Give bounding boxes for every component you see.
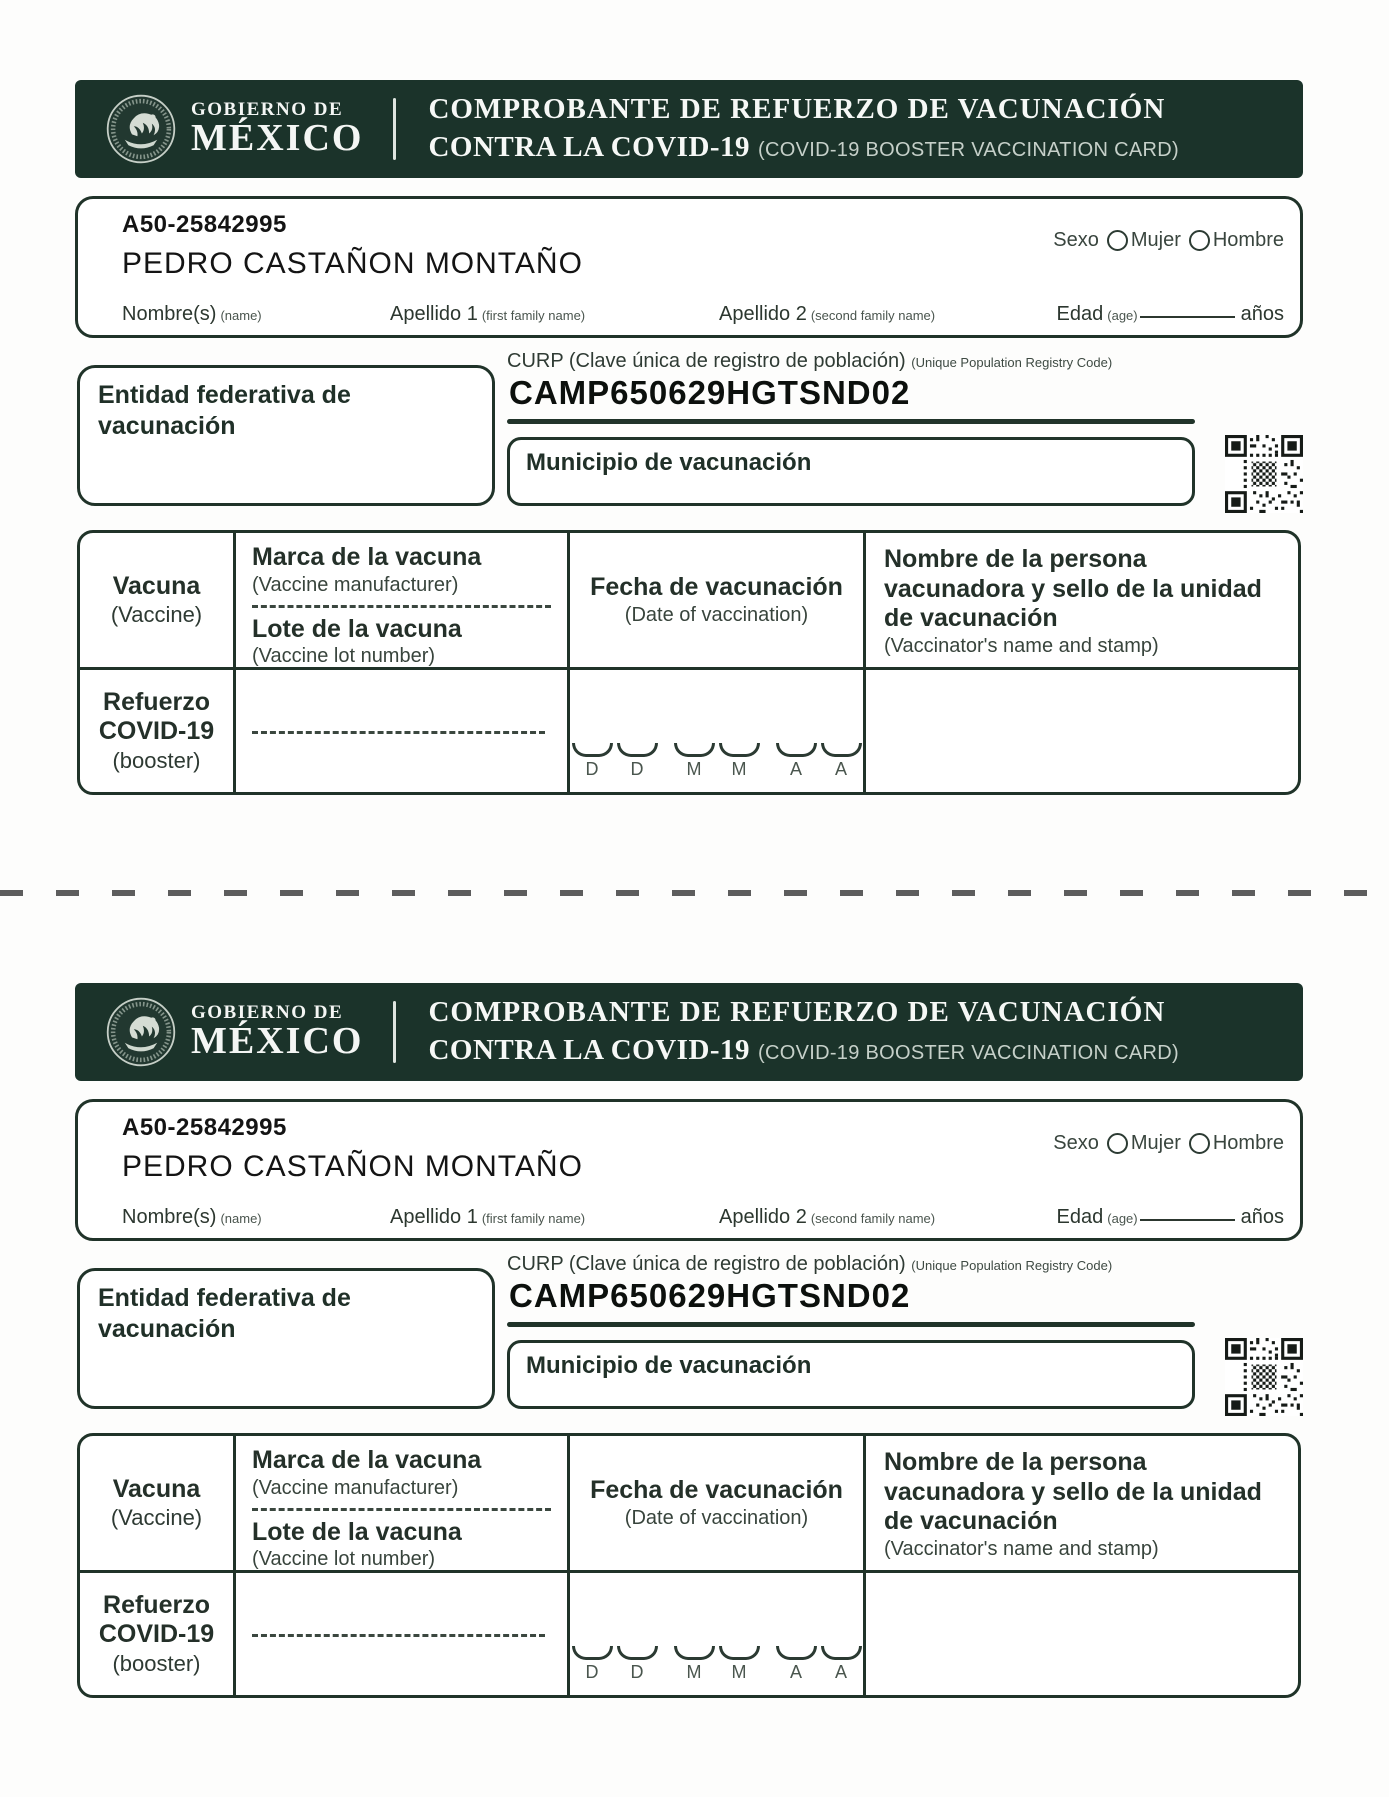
vacunadora-label: Nombre de la persona vacunadora y sello de la unidad de vacunación [884, 545, 1262, 632]
qr-code [1225, 435, 1303, 513]
booster-line1: Refuerzo [103, 687, 210, 716]
sexo-label: Sexo [1053, 1132, 1099, 1154]
date-letter: M [731, 759, 747, 779]
vacunadora-label-en: (Vaccinator's name and stamp) [884, 1537, 1159, 1560]
field-labels-row [78, 300, 1300, 326]
vaccination-table [77, 530, 1301, 795]
edad-label: Edad [1056, 303, 1104, 325]
header-fecha-cell [570, 533, 866, 670]
sexo-option-mujer-label: Mujer [1130, 1132, 1181, 1154]
marca-label: Marca de la vacuna [252, 543, 482, 571]
edad-blank[interactable] [1140, 302, 1235, 318]
apellido2-label-en: (second family name) [810, 308, 936, 323]
nombre-label-group [122, 1206, 262, 1229]
date-letter: M [686, 1662, 702, 1682]
logo-line-mexico: MÉXICO [191, 117, 364, 160]
identity-box [75, 196, 1303, 338]
vacuna-label: Vacuna [112, 571, 201, 600]
edad-field [1057, 1205, 1284, 1229]
header-divider [393, 98, 396, 160]
marca-label-en: (Vaccine manufacturer) [252, 1476, 459, 1499]
edad-label-en: (age) [1107, 1211, 1138, 1226]
fecha-entry-cell[interactable] [570, 670, 866, 792]
date-unit[interactable] [674, 743, 715, 780]
date-letter: A [789, 1662, 802, 1682]
municipio-box[interactable] [507, 437, 1195, 506]
curp-underline [507, 419, 1195, 424]
gobierno-mexico-seal-icon [105, 996, 177, 1068]
marca-lote-divider [252, 605, 551, 608]
header-marca-lote-cell [236, 1436, 570, 1573]
vaccination-table [77, 1433, 1301, 1698]
nombre-label: Nombre(s) [122, 303, 217, 325]
booster-line2: COVID-19 [98, 717, 215, 746]
apellido2-label-group [719, 1206, 935, 1229]
marca-label: Marca de la vacuna [252, 1446, 482, 1474]
entidad-label: Entidad federativa de vacunación [98, 1284, 351, 1344]
entidad-federativa-box[interactable] [77, 1268, 495, 1409]
title-line2-en: (COVID-19 BOOSTER VACCINATION CARD) [758, 1042, 1179, 1064]
gobierno-mexico-seal-icon [105, 93, 177, 165]
curp-label: CURP (Clave única de registro de población) [507, 350, 906, 372]
date-unit[interactable] [617, 743, 658, 780]
date-arc [617, 743, 658, 757]
fecha-label: Fecha de vacunación [590, 573, 843, 602]
date-unit[interactable] [572, 1646, 613, 1683]
municipio-label: Municipio de vacunación [526, 1352, 812, 1379]
vacuna-label: Vacuna [112, 1474, 201, 1503]
day-slot-group [572, 743, 658, 780]
year-slot-group [776, 1646, 862, 1683]
marca-lote-divider [252, 1508, 551, 1511]
lote-label-en: (Vaccine lot number) [252, 1548, 436, 1570]
patient-name: PEDRO CASTAÑON MONTAÑO [122, 1150, 583, 1183]
curp-label-en: (Unique Population Registry Code) [911, 355, 1113, 370]
sexo-option-hombre [1189, 1132, 1284, 1155]
entidad-label: Entidad federativa de vacunación [98, 381, 351, 441]
vacunadora-entry-cell[interactable] [866, 670, 1298, 792]
apellido1-label-group [390, 1206, 585, 1229]
logo-line-gobierno: GOBIERNO DE [191, 1001, 344, 1023]
title-line2-es: CONTRA LA COVID-19 [428, 1034, 751, 1066]
sexo-label: Sexo [1053, 229, 1099, 251]
header-vacunadora-cell [866, 533, 1298, 670]
date-slots [572, 743, 862, 780]
edad-label: Edad [1056, 1206, 1104, 1228]
date-unit[interactable] [776, 1646, 817, 1683]
municipio-box[interactable] [507, 1340, 1195, 1409]
vacuna-label-en: (Vaccine) [110, 1505, 203, 1530]
curp-underline [507, 1322, 1195, 1327]
apellido1-label-en: (first family name) [481, 1211, 586, 1226]
sexo-radio-hombre[interactable] [1189, 230, 1210, 251]
logo-line-gobierno: GOBIERNO DE [191, 98, 344, 120]
date-unit[interactable] [719, 743, 760, 780]
curp-label: CURP (Clave única de registro de población) [507, 1253, 906, 1275]
sexo-radio-hombre[interactable] [1189, 1133, 1210, 1154]
entry-divider [252, 731, 545, 734]
vacunadora-entry-cell[interactable] [866, 1573, 1298, 1695]
apellido1-label: Apellido 1 [390, 303, 478, 325]
header-divider [393, 1001, 396, 1063]
date-arc [821, 1646, 862, 1660]
sexo-option-hombre [1189, 229, 1284, 252]
marca-label-en: (Vaccine manufacturer) [252, 573, 459, 596]
date-letter: D [630, 759, 644, 779]
date-arc [674, 743, 715, 757]
sexo-radio-mujer[interactable] [1107, 230, 1128, 251]
edad-field [1057, 302, 1284, 326]
year-slot-group [776, 743, 862, 780]
booster-row-label-cell [80, 670, 236, 792]
nombre-label-en: (name) [220, 308, 262, 323]
lote-label-en: (Vaccine lot number) [252, 645, 436, 667]
sexo-option-mujer [1107, 229, 1181, 252]
card-title [428, 994, 1179, 1069]
vaccination-card-bottom [75, 983, 1303, 1699]
date-letter: A [834, 759, 847, 779]
booster-line2: COVID-19 [98, 1620, 215, 1649]
apellido2-label-en: (second family name) [810, 1211, 936, 1226]
sexo-option-hombre-label: Hombre [1212, 229, 1284, 251]
booster-line1: Refuerzo [103, 1590, 210, 1619]
edad-blank[interactable] [1140, 1205, 1235, 1221]
booster-line3: (booster) [112, 747, 201, 773]
vaccination-card-top [75, 80, 1303, 796]
sexo-option-hombre-label: Hombre [1212, 1132, 1284, 1154]
entry-divider [252, 1634, 545, 1637]
title-line1: COMPROBANTE DE REFUERZO DE VACUNACIÓN [428, 93, 1166, 126]
nombre-label-group [122, 303, 262, 326]
booster-row-label-cell [80, 1573, 236, 1695]
edad-units: años [1240, 303, 1284, 325]
month-slot-group [674, 1646, 760, 1683]
curp-label-group [507, 350, 1112, 373]
date-letter: D [585, 759, 599, 779]
fecha-label: Fecha de vacunación [590, 1476, 843, 1505]
qr-code [1225, 1338, 1303, 1416]
date-unit[interactable] [821, 743, 862, 780]
date-slots [572, 1646, 862, 1683]
date-arc [719, 743, 760, 757]
sexo-option-mujer-label: Mujer [1130, 229, 1181, 251]
title-line1: COMPROBANTE DE REFUERZO DE VACUNACIÓN [428, 996, 1166, 1029]
month-slot-group [674, 743, 760, 780]
marca-lote-entry-cell[interactable] [236, 670, 570, 792]
edad-label-en: (age) [1107, 308, 1138, 323]
date-arc [821, 743, 862, 757]
header-vacuna-cell [80, 533, 236, 670]
apellido2-label: Apellido 2 [719, 303, 807, 325]
sexo-radio-mujer[interactable] [1107, 1133, 1128, 1154]
logo-line-mexico: MÉXICO [191, 1020, 364, 1063]
day-slot-group [572, 1646, 658, 1683]
date-letter: M [686, 759, 702, 779]
nombre-label: Nombre(s) [122, 1206, 217, 1228]
date-arc [776, 1646, 817, 1660]
fecha-label-en: (Date of vaccination) [624, 603, 809, 626]
title-line2 [428, 1032, 1179, 1070]
identity-box [75, 1099, 1303, 1241]
title-line2-es: CONTRA LA COVID-19 [428, 131, 751, 163]
date-arc [617, 1646, 658, 1660]
date-arc [572, 743, 613, 757]
header-vacuna-cell [80, 1436, 236, 1573]
date-arc [674, 1646, 715, 1660]
patient-name: PEDRO CASTAÑON MONTAÑO [122, 247, 583, 280]
gobierno-mexico-logo [191, 100, 363, 158]
sexo-field [1053, 229, 1284, 252]
date-unit[interactable] [617, 1646, 658, 1683]
nombre-label-en: (name) [220, 1211, 262, 1226]
curp-label-group [507, 1253, 1112, 1276]
apellido2-label-group [719, 303, 935, 326]
sexo-option-mujer [1107, 1132, 1181, 1155]
apellido2-label: Apellido 2 [719, 1206, 807, 1228]
date-arc [776, 743, 817, 757]
cut-line [0, 890, 1389, 896]
curp-value: CAMP650629HGTSND02 [509, 1277, 911, 1314]
curp-label-en: (Unique Population Registry Code) [911, 1258, 1113, 1273]
vacunadora-label: Nombre de la persona vacunadora y sello de la unidad de vacunación [884, 1448, 1262, 1535]
vacunadora-label-en: (Vaccinator's name and stamp) [884, 634, 1159, 657]
booster-line3: (booster) [112, 1650, 201, 1676]
entidad-federativa-box[interactable] [77, 365, 495, 506]
date-letter: D [585, 1662, 599, 1682]
fecha-label-en: (Date of vaccination) [624, 1506, 809, 1529]
gobierno-mexico-logo [191, 1003, 363, 1061]
title-line2-en: (COVID-19 BOOSTER VACCINATION CARD) [758, 139, 1179, 161]
date-unit[interactable] [572, 743, 613, 780]
date-unit[interactable] [674, 1646, 715, 1683]
date-unit[interactable] [776, 743, 817, 780]
header-fecha-cell [570, 1436, 866, 1573]
sexo-field [1053, 1132, 1284, 1155]
curp-value: CAMP650629HGTSND02 [509, 374, 911, 411]
vacuna-label-en: (Vaccine) [110, 602, 203, 627]
folio-number: A50-25842995 [122, 1114, 287, 1141]
fecha-entry-cell[interactable] [570, 1573, 866, 1695]
lote-label: Lote de la vacuna [252, 614, 462, 643]
date-letter: A [789, 759, 802, 779]
date-arc [719, 1646, 760, 1660]
field-labels-row [78, 1203, 1300, 1229]
date-letter: D [630, 1662, 644, 1682]
header-marca-lote-cell [236, 533, 570, 670]
card-header [75, 80, 1303, 178]
date-unit[interactable] [719, 1646, 760, 1683]
edad-units: años [1240, 1206, 1284, 1228]
lote-label: Lote de la vacuna [252, 1517, 462, 1546]
date-arc [572, 1646, 613, 1660]
apellido1-label-group [390, 303, 585, 326]
marca-lote-entry-cell[interactable] [236, 1573, 570, 1695]
municipio-label: Municipio de vacunación [526, 449, 812, 476]
date-letter: A [834, 1662, 847, 1682]
date-unit[interactable] [821, 1646, 862, 1683]
card-title [428, 91, 1179, 166]
header-vacunadora-cell [866, 1436, 1298, 1573]
apellido1-label: Apellido 1 [390, 1206, 478, 1228]
folio-number: A50-25842995 [122, 211, 287, 238]
card-header [75, 983, 1303, 1081]
title-line2 [428, 129, 1179, 167]
apellido1-label-en: (first family name) [481, 308, 586, 323]
date-letter: M [731, 1662, 747, 1682]
